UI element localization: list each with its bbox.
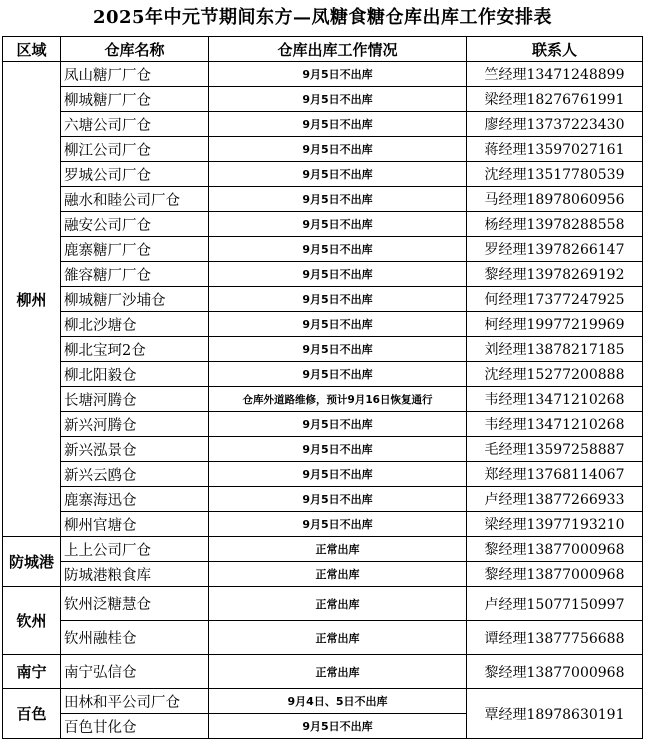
warehouse-contact: 卢经理13877266933 <box>467 487 643 512</box>
warehouse-status: 正常出库 <box>209 562 467 587</box>
region-nanning: 南宁 <box>3 655 61 689</box>
warehouse-contact: 毛经理13597258887 <box>467 437 643 462</box>
table-row <box>3 112 643 137</box>
warehouse-contact: 黎经理13877000968 <box>467 562 643 587</box>
warehouse-contact: 柯经理19977219969 <box>467 312 643 337</box>
warehouse-status: 9月5日不出库 <box>209 714 467 739</box>
header-warehouse: 仓库名称 <box>61 37 209 62</box>
table-row <box>3 689 643 714</box>
warehouse-name: 钦州融桂仓 <box>61 621 209 655</box>
warehouse-contact: 刘经理13878217185 <box>467 337 643 362</box>
warehouse-name: 新兴泓景仓 <box>61 437 209 462</box>
warehouse-status: 仓库外道路维修，预计9月16日恢复通行 <box>209 387 467 412</box>
region-fangchenggang: 防城港 <box>3 537 61 587</box>
table-row <box>3 262 643 287</box>
warehouse-name: 柳北沙塘仓 <box>61 312 209 337</box>
table-row <box>3 237 643 262</box>
warehouse-name: 柳江公司厂仓 <box>61 137 209 162</box>
warehouse-status: 9月5日不出库 <box>209 62 467 87</box>
warehouse-status: 9月5日不出库 <box>209 337 467 362</box>
warehouse-status: 9月5日不出库 <box>209 237 467 262</box>
warehouse-name: 融安公司厂仓 <box>61 212 209 237</box>
warehouse-status: 正常出库 <box>209 587 467 621</box>
table-row <box>3 162 643 187</box>
warehouse-status: 9月5日不出库 <box>209 462 467 487</box>
warehouse-name: 雒容糖厂厂仓 <box>61 262 209 287</box>
region-qinzhou: 钦州 <box>3 587 61 655</box>
table-row <box>3 621 643 655</box>
warehouse-contact: 卢经理15077150997 <box>467 587 643 621</box>
warehouse-contact: 梁经理13977193210 <box>467 512 643 537</box>
table-row <box>3 87 643 112</box>
header-region: 区域 <box>3 37 61 62</box>
table-row <box>3 437 643 462</box>
table-row <box>3 187 643 212</box>
table-row <box>3 655 643 689</box>
warehouse-name: 柳城糖厂沙埔仓 <box>61 287 209 312</box>
warehouse-name: 柳城糖厂厂仓 <box>61 87 209 112</box>
table-row <box>3 362 643 387</box>
warehouse-contact: 覃经理18978630191 <box>467 689 643 739</box>
warehouse-name: 融水和睦公司厂仓 <box>61 187 209 212</box>
warehouse-status: 9月5日不出库 <box>209 362 467 387</box>
schedule-table <box>2 36 643 739</box>
warehouse-name: 长塘河腾仓 <box>61 387 209 412</box>
warehouse-status: 9月5日不出库 <box>209 187 467 212</box>
table-row <box>3 287 643 312</box>
warehouse-contact: 黎经理13877000968 <box>467 537 643 562</box>
warehouse-status: 9月4日、5日不出库 <box>209 689 467 714</box>
warehouse-name: 新兴河腾仓 <box>61 412 209 437</box>
warehouse-status: 正常出库 <box>209 655 467 689</box>
warehouse-name: 柳北宝珂2仓 <box>61 337 209 362</box>
warehouse-status: 正常出库 <box>209 621 467 655</box>
table-row <box>3 562 643 587</box>
warehouse-contact: 杨经理13978288558 <box>467 212 643 237</box>
warehouse-status: 9月5日不出库 <box>209 487 467 512</box>
warehouse-name: 鹿寨糖厂厂仓 <box>61 237 209 262</box>
table-row <box>3 387 643 412</box>
warehouse-status: 9月5日不出库 <box>209 412 467 437</box>
table-row <box>3 212 643 237</box>
header-contact: 联系人 <box>467 37 643 62</box>
warehouse-contact: 马经理18978060956 <box>467 187 643 212</box>
table-row <box>3 587 643 621</box>
warehouse-contact: 竺经理13471248899 <box>467 62 643 87</box>
region-baise: 百色 <box>3 689 61 739</box>
table-row <box>3 487 643 512</box>
warehouse-name: 罗城公司厂仓 <box>61 162 209 187</box>
table-row <box>3 137 643 162</box>
warehouse-contact: 谭经理13877756688 <box>467 621 643 655</box>
warehouse-status: 9月5日不出库 <box>209 112 467 137</box>
warehouse-name: 新兴云鸥仓 <box>61 462 209 487</box>
table-row <box>3 462 643 487</box>
warehouse-contact: 沈经理13517780539 <box>467 162 643 187</box>
warehouse-contact: 梁经理18276761991 <box>467 87 643 112</box>
warehouse-contact: 黎经理13877000968 <box>467 655 643 689</box>
warehouse-name: 柳州官塘仓 <box>61 512 209 537</box>
warehouse-contact: 韦经理13471210268 <box>467 387 643 412</box>
warehouse-status: 9月5日不出库 <box>209 512 467 537</box>
header-row <box>3 37 643 62</box>
table-row <box>3 337 643 362</box>
warehouse-status: 9月5日不出库 <box>209 287 467 312</box>
warehouse-name: 上上公司厂仓 <box>61 537 209 562</box>
warehouse-contact: 何经理17377247925 <box>467 287 643 312</box>
warehouse-name: 钦州泛糖慧仓 <box>61 587 209 621</box>
warehouse-name: 防城港粮食库 <box>61 562 209 587</box>
warehouse-contact: 蒋经理13597027161 <box>467 137 643 162</box>
page-title: 2025年中元节期间东方—凤糖食糖仓库出库工作安排表 <box>92 7 553 28</box>
warehouse-status: 9月5日不出库 <box>209 162 467 187</box>
warehouse-name: 南宁弘信仓 <box>61 655 209 689</box>
table-row <box>3 312 643 337</box>
warehouse-status: 9月5日不出库 <box>209 312 467 337</box>
warehouse-name: 田林和平公司厂仓 <box>61 689 209 714</box>
warehouse-name: 凤山糖厂厂仓 <box>61 62 209 87</box>
table-row <box>3 412 643 437</box>
warehouse-name: 百色甘化仓 <box>61 714 209 739</box>
warehouse-status: 9月5日不出库 <box>209 87 467 112</box>
table-row <box>3 62 643 87</box>
warehouse-contact: 韦经理13471210268 <box>467 412 643 437</box>
warehouse-name: 六塘公司厂仓 <box>61 112 209 137</box>
warehouse-status: 9月5日不出库 <box>209 137 467 162</box>
warehouse-status: 9月5日不出库 <box>209 437 467 462</box>
warehouse-contact: 沈经理15277200888 <box>467 362 643 387</box>
warehouse-name: 柳北阳毅仓 <box>61 362 209 387</box>
warehouse-contact: 郑经理13768114067 <box>467 462 643 487</box>
warehouse-name: 鹿寨海迅仓 <box>61 487 209 512</box>
warehouse-status: 正常出库 <box>209 537 467 562</box>
region-liuzhou: 柳州 <box>3 62 61 537</box>
warehouse-status: 9月5日不出库 <box>209 262 467 287</box>
table-row <box>3 512 643 537</box>
warehouse-contact: 廖经理13737223430 <box>467 112 643 137</box>
warehouse-contact: 黎经理13978269192 <box>467 262 643 287</box>
warehouse-status: 9月5日不出库 <box>209 212 467 237</box>
table-row <box>3 537 643 562</box>
header-status: 仓库出库工作情况 <box>209 37 467 62</box>
warehouse-contact: 罗经理13978266147 <box>467 237 643 262</box>
